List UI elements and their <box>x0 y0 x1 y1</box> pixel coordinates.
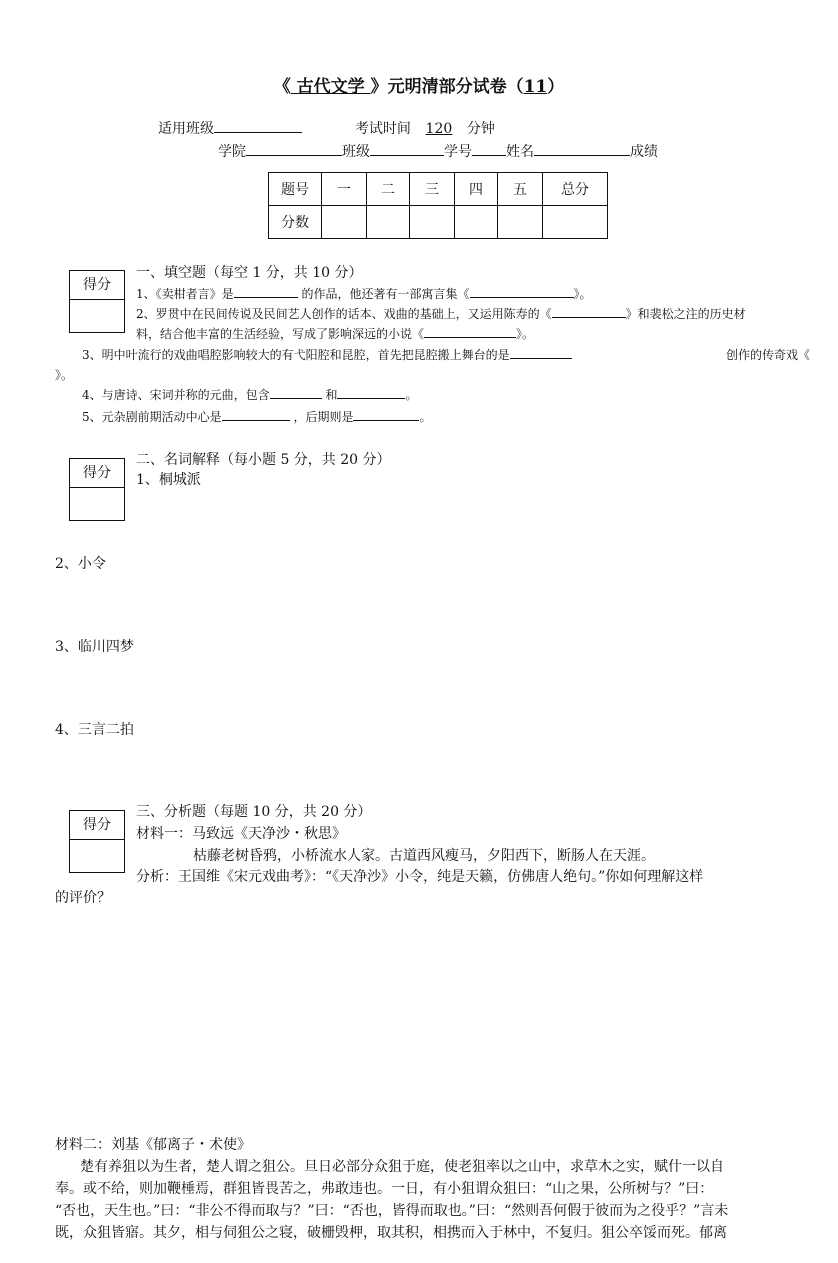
score-box-label: 得分 <box>70 271 124 300</box>
material-2-line: 楚有养狙以为生者，楚人谓之狙公。旦日必部分众狙于庭，使老狙率以之山中，求草木之实，赋什一以自 <box>80 1159 724 1175</box>
q2-part: 《 <box>539 307 552 321</box>
q1-part: 《 <box>457 287 470 301</box>
term-question-2: 2、小令 <box>55 556 106 572</box>
score-cell[interactable] <box>367 206 410 239</box>
term-question-3: 3、临川四梦 <box>55 639 134 655</box>
analysis-question-line-1: 分析：王国维《宋元戏曲考》：“《天净沙》小令，纯是天籁，仿佛唐人绝句。”你如何理解这样 <box>136 869 704 885</box>
score-table-header-cell: 题号 <box>269 173 322 206</box>
q1-blank-2[interactable] <box>470 285 574 298</box>
section-2-heading: 二、名词解释（每小题 5 分，共 20 分） <box>136 452 391 468</box>
name-label: 姓名 <box>506 144 534 160</box>
score-box-value[interactable] <box>70 300 124 332</box>
applicable-class-blank[interactable] <box>214 120 302 133</box>
score-cell[interactable] <box>322 206 367 239</box>
q4-part: 和 <box>325 388 338 402</box>
score-box-section-1 <box>69 270 125 333</box>
grade-label: 成绩 <box>630 144 658 160</box>
score-table-header-cell: 五 <box>498 173 543 206</box>
score-box-value[interactable] <box>70 840 124 872</box>
q4-part: 4、与唐诗、宋词并称的元曲，包含 <box>82 388 270 402</box>
student-id-label: 学号 <box>444 144 472 160</box>
exam-time-label: 考试时间 <box>354 121 411 137</box>
fill-question-4 <box>82 386 418 403</box>
info-line-1 <box>158 118 495 138</box>
score-box-label: 得分 <box>70 811 124 840</box>
score-cell[interactable] <box>498 206 543 239</box>
q5-blank-1[interactable] <box>222 408 290 421</box>
score-table <box>268 172 608 239</box>
material-2-label: 材料二：刘基《郁离子・术使》 <box>55 1137 251 1153</box>
material-2-line: 奉。或不给，则加鞭棰焉，群狙皆畏苦之，弗敢违也。一日，有小狙谓众狙曰：“山之果，公所树与？”曰： <box>55 1181 714 1197</box>
score-table-row-label: 分数 <box>269 206 322 239</box>
title-number: 11 <box>523 77 548 97</box>
q3-part: 创作的传奇戏《 <box>726 348 811 362</box>
score-table-header-cell: 总分 <box>543 173 608 206</box>
q1-part: 1、《卖柑者言》是 <box>136 287 234 301</box>
q5-part: ，后期则是 <box>293 410 354 424</box>
title-open: 《 <box>273 77 291 97</box>
score-table-header-cell: 二 <box>367 173 410 206</box>
college-blank[interactable] <box>246 143 342 156</box>
q3-part: 》。 <box>55 368 74 382</box>
fill-question-3-end <box>726 346 810 363</box>
fill-question-3 <box>82 346 572 363</box>
q2-part: 》。 <box>516 327 535 341</box>
q4-part: 。 <box>405 388 418 402</box>
score-table-header-cell: 一 <box>322 173 367 206</box>
score-cell[interactable] <box>543 206 608 239</box>
fill-question-2-line-2 <box>136 325 534 342</box>
score-table-header-cell: 三 <box>410 173 455 206</box>
material-2-line: 既，众狙皆寤。其夕，相与伺狙公之寝，破栅毁柙，取其积，相携而入于林中，不复归。狙公卒馁而死。郁离 <box>55 1225 727 1241</box>
q2-blank-1[interactable] <box>552 305 626 318</box>
exam-title <box>0 72 838 97</box>
q1-part: 》。 <box>573 287 592 301</box>
title-course: 古代文学 <box>290 77 371 97</box>
term-question-1: 1、桐城派 <box>136 472 201 488</box>
material-1-label: 材料一：马致远《天净沙・秋思》 <box>136 826 346 842</box>
q2-part: 料，结合他丰富的生活经验，写成了影响深远的小说 <box>136 327 413 341</box>
analysis-question-line-2: 的评价？ <box>55 890 111 906</box>
q2-blank-2[interactable] <box>424 325 516 338</box>
q1-blank-1[interactable] <box>234 285 298 298</box>
q2-part: 《 <box>412 327 425 341</box>
q1-part: 的作品，他还著有一部寓言集 <box>301 287 458 301</box>
q4-blank-2[interactable] <box>337 386 405 399</box>
score-table-header-row <box>269 173 608 206</box>
q2-part: 2、罗贯中在民间传说及民间艺人创作的话本、戏曲的基础上，又运用陈寿的 <box>136 307 540 321</box>
student-id-blank[interactable] <box>472 143 506 156</box>
score-box-value[interactable] <box>70 488 124 520</box>
title-rest: 》元明清部分试卷（ <box>370 77 524 97</box>
applicable-class-label: 适用班级 <box>158 121 214 137</box>
q4-blank-1[interactable] <box>270 386 322 399</box>
q3-part: 3、明中叶流行的戏曲唱腔影响较大的有弋阳腔和昆腔，首先把昆腔搬上舞台的是 <box>82 348 510 362</box>
material-2-line: “否也，天生也。”曰：“非公不得而取与？”曰：“否也，皆得而取也。”曰：“然则吾何假于彼而为之役乎？”言未 <box>55 1203 729 1219</box>
q5-part: 5、元杂剧前期活动中心是 <box>82 410 222 424</box>
material-1-text: 枯藤老树昏鸦，小桥流水人家。古道西风瘦马，夕阳西下，断肠人在天涯。 <box>193 848 655 864</box>
q3-blank-1[interactable] <box>510 346 572 359</box>
class-label: 班级 <box>342 144 370 160</box>
fill-question-2-line-1 <box>136 305 746 322</box>
q5-blank-2[interactable] <box>353 408 419 421</box>
exam-time-value: 120 <box>425 121 453 137</box>
score-table-score-row <box>269 206 608 239</box>
score-box-section-2 <box>69 458 125 521</box>
college-label: 学院 <box>218 144 246 160</box>
score-cell[interactable] <box>410 206 455 239</box>
term-question-4: 4、三言二拍 <box>55 722 134 738</box>
score-cell[interactable] <box>455 206 498 239</box>
fill-question-3-close <box>55 366 73 383</box>
name-blank[interactable] <box>534 143 630 156</box>
q5-part: 。 <box>419 410 432 424</box>
title-close: ） <box>547 77 565 97</box>
section-3-heading: 三、分析题（每题 10 分，共 20 分） <box>136 804 372 820</box>
fill-question-5 <box>82 408 432 425</box>
section-1-heading: 一、填空题（每空 1 分，共 10 分） <box>136 265 363 281</box>
class-blank[interactable] <box>370 143 444 156</box>
info-line-2 <box>218 141 658 161</box>
fill-question-1 <box>136 285 592 302</box>
score-box-label: 得分 <box>70 459 124 488</box>
score-box-section-3 <box>69 810 125 873</box>
exam-time-unit: 分钟 <box>466 121 495 137</box>
score-table-header-cell: 四 <box>455 173 498 206</box>
q2-part: 》和裴松之注的历史材 <box>625 307 746 321</box>
